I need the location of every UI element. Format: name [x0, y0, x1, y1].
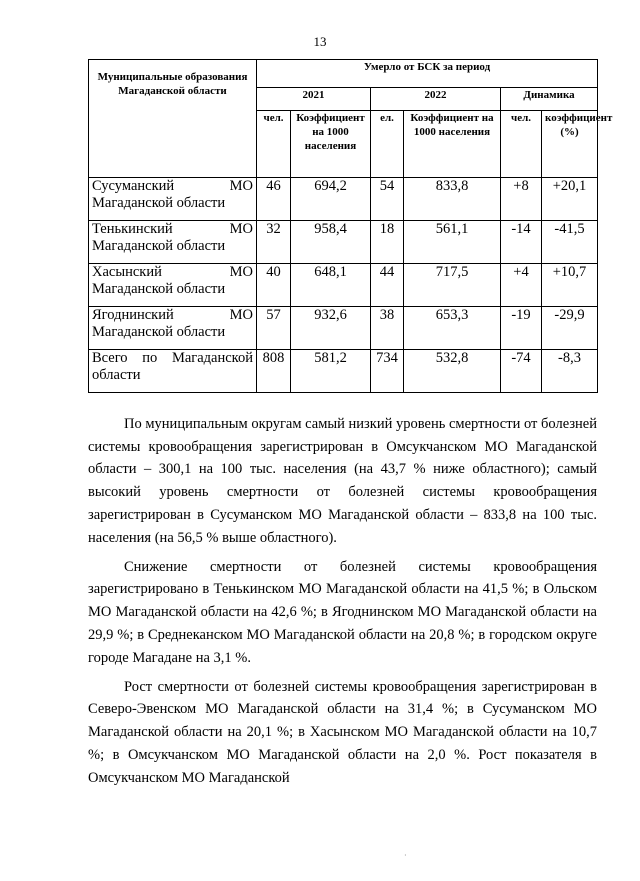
persons-dynamics: -14	[501, 221, 542, 264]
persons-2022: 18	[371, 221, 404, 264]
coef-2021: 958,4	[291, 221, 371, 264]
coef-2022: 833,8	[404, 178, 501, 221]
persons-dynamics: -19	[501, 307, 542, 350]
persons-2021: 57	[257, 307, 291, 350]
municipality-name: Хасынский МО Магаданской области	[89, 264, 257, 307]
header-coef-2022: Коэффициент на 1000 населения	[404, 111, 501, 178]
persons-2021: 40	[257, 264, 291, 307]
coef-2022: 653,3	[404, 307, 501, 350]
header-persons-2021: чел.	[257, 111, 291, 178]
coef-2021: 648,1	[291, 264, 371, 307]
persons-2021: 808	[257, 350, 291, 393]
persons-dynamics: +4	[501, 264, 542, 307]
table-row	[89, 178, 598, 221]
coef-2022: 717,5	[404, 264, 501, 307]
coef-dynamics: +10,7	[542, 264, 598, 307]
paragraph: Рост смертности от болезней системы кровообращения зарегистрирован в Северо-Эвенском МО Магаданской области на 31,4 %; в Сусуманском МО Магаданской области на 20,1 %; в Хасынском МО Магаданской области на 10,7 %; в Омсукчанском МО Магаданской области на 2,0 %. Рост показателя в Омсукчанском МО Магаданской	[88, 678, 597, 786]
persons-2022: 734	[371, 350, 404, 393]
coef-dynamics: +20,1	[542, 178, 598, 221]
paragraph: Снижение смертности от болезней системы кровообращения зарегистрировано в Тенькинском МО Магаданской области на 41,5 %; в Ольском МО Магаданской области на 42,6 %; в Ягоднинском МО Магаданской области на 29,9 %; в Среднеканском МО Магаданской области на 20,8 %; в городском округе городе Магадане на 3,1 %.	[88, 558, 597, 666]
body-text	[88, 413, 597, 796]
header-period: Умерло от БСК за период	[257, 60, 598, 88]
municipality-name: Ягоднинский МО Магаданской области	[89, 307, 257, 350]
table-row	[89, 221, 598, 264]
persons-2022: 54	[371, 178, 404, 221]
table-row	[89, 307, 598, 350]
persons-dynamics: -74	[501, 350, 542, 393]
persons-2022: 44	[371, 264, 404, 307]
persons-2021: 32	[257, 221, 291, 264]
header-persons-2022: ел.	[371, 111, 404, 178]
coef-2022: 532,8	[404, 350, 501, 393]
coef-2021: 932,6	[291, 307, 371, 350]
municipality-name: Тенькинский МО Магаданской области	[89, 221, 257, 264]
header-coef-dynamics: коэффициент (%)	[542, 111, 598, 178]
header-municipality: Муниципальные образования Магаданской области	[89, 60, 257, 178]
municipality-name: Всего по Магаданской области	[89, 350, 257, 393]
header-persons-dynamics: чел.	[501, 111, 542, 178]
table-row-total	[89, 350, 598, 393]
coef-2021: 694,2	[291, 178, 371, 221]
coef-dynamics: -29,9	[542, 307, 598, 350]
persons-2022: 38	[371, 307, 404, 350]
table-row	[89, 264, 598, 307]
header-year-2021: 2021	[257, 88, 371, 111]
municipality-name: Сусуманский МО Магаданской области	[89, 178, 257, 221]
paragraph: По муниципальным округам самый низкий уровень смертности от болезней системы кровообращения зарегистрирован в Омсукчанском МО Магаданской области – 300,1 на 100 тыс. населения (на 43,7 % ниже областного); самый высокий уровень смертности от болезней системы кровообращения зарегистрирован в Сусуманском МО Магаданской области – 833,8 на 100 тыс. населения (на 56,5 % выше областного).	[88, 416, 597, 546]
coef-2021: 581,2	[291, 350, 371, 393]
header-coef-2021: Коэффициент на 1000 населения	[291, 111, 371, 178]
coef-2022: 561,1	[404, 221, 501, 264]
coef-dynamics: -8,3	[542, 350, 598, 393]
header-year-2022: 2022	[371, 88, 501, 111]
mortality-table	[88, 59, 613, 393]
page-number: 13	[313, 34, 327, 49]
scan-mark: ·	[404, 851, 407, 860]
header-dynamics: Динамика	[501, 88, 598, 111]
persons-dynamics: +8	[501, 178, 542, 221]
coef-dynamics: -41,5	[542, 221, 598, 264]
persons-2021: 46	[257, 178, 291, 221]
